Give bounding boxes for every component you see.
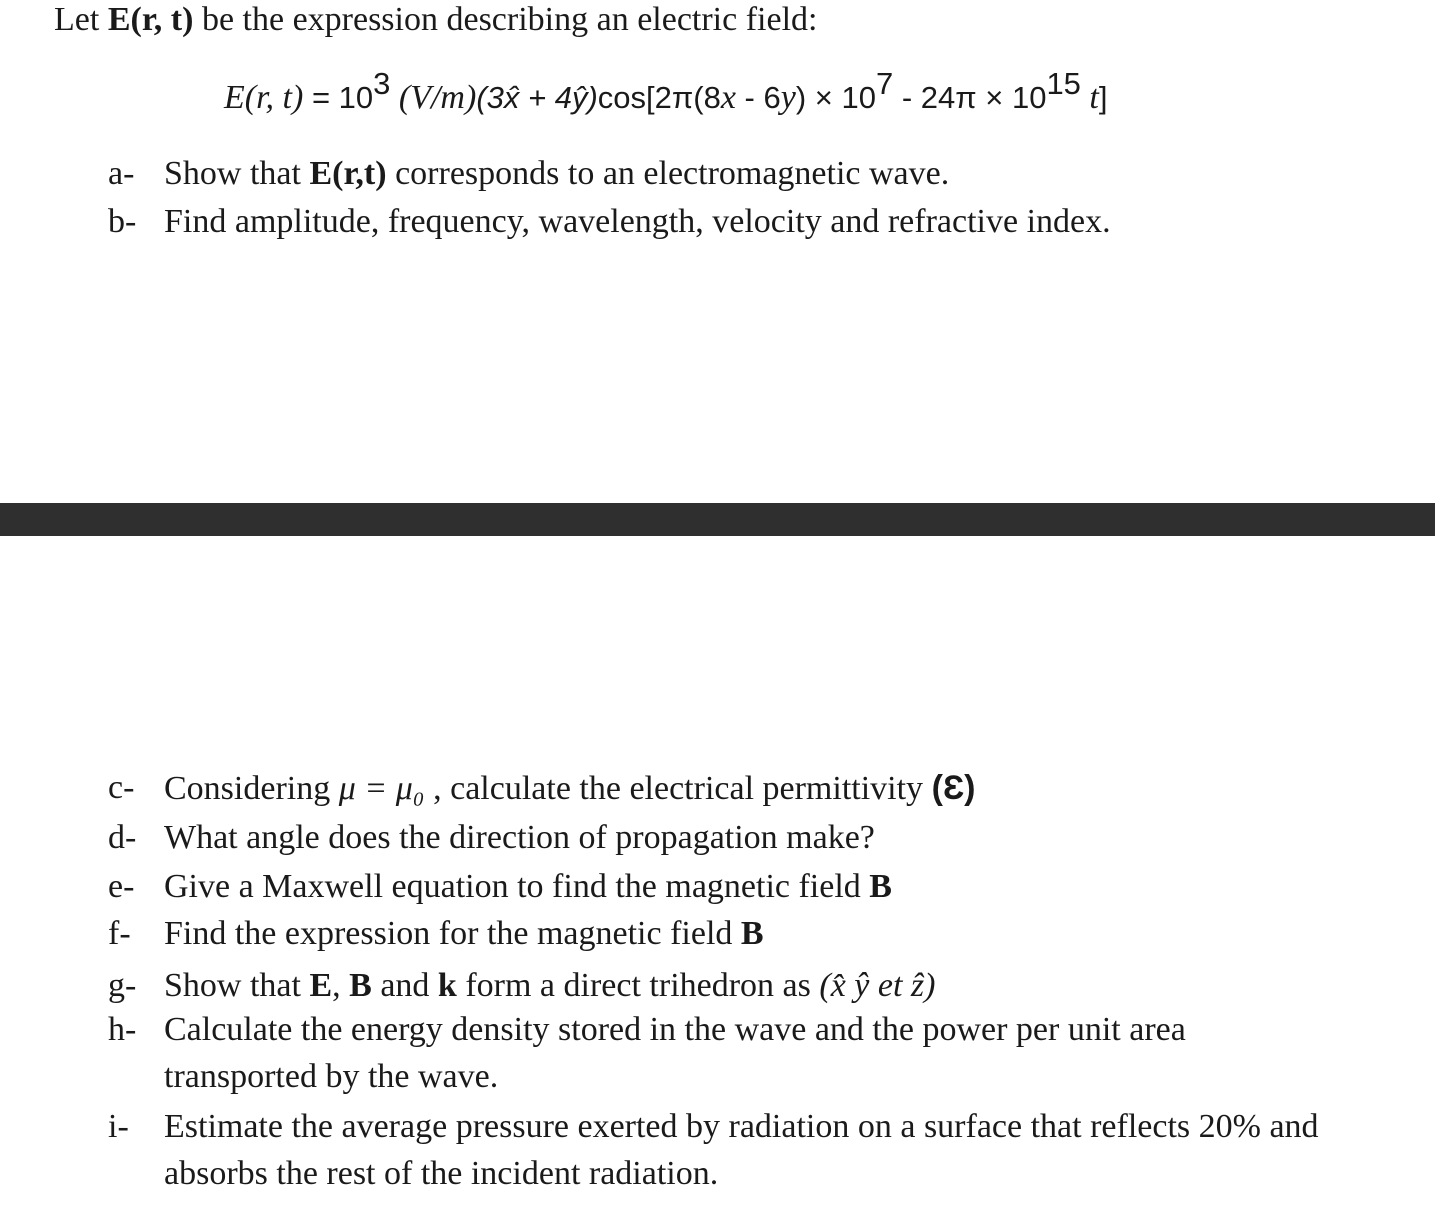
question-label: g-	[108, 967, 137, 1004]
question-text: Considering	[164, 770, 339, 807]
problem-page-top	[0, 0, 1435, 503]
intro-suffix: be the expression describing an electric field:	[193, 1, 818, 38]
question-text: Calculate the energy density stored in the wave and the power per unit area	[164, 1011, 1186, 1048]
question-label: c-	[108, 769, 135, 806]
field-symbol: E(r,t)	[309, 155, 387, 192]
question-label: h-	[108, 1011, 137, 1048]
field-symbol: B	[740, 915, 764, 952]
intro-field-symbol: E(r, t)	[107, 1, 194, 38]
question-text: , calculate the electrical permittivity	[424, 770, 932, 807]
question-text: form a direct trihedron as	[456, 967, 820, 1004]
question-text: and	[371, 967, 438, 1004]
equation-exp3: 15	[1046, 66, 1081, 101]
permittivity-symbol: (Ɛ)	[931, 769, 976, 807]
question-text: corresponds to an electromagnetic wave.	[386, 155, 950, 192]
equation-mid2: - 24π × 10	[893, 80, 1047, 115]
equation-direction-vector: (3x̂ + 4ŷ)	[476, 80, 598, 115]
question-label: a-	[108, 155, 135, 192]
mu-relation: μ = μ₀	[338, 770, 425, 807]
page-separator-bar	[0, 503, 1435, 536]
question-label: e-	[108, 868, 135, 905]
question-text: ,	[332, 967, 350, 1004]
question-label: b-	[108, 203, 137, 240]
question-text: Show that	[164, 155, 310, 192]
equation-end: ]	[1098, 80, 1108, 115]
equation-times1: ) × 10	[795, 80, 876, 115]
question-label: f-	[108, 915, 131, 952]
question-text: Estimate the average pressure exerted by radiation on a surface that reflects 20% and	[164, 1108, 1319, 1145]
problem-page-bottom	[0, 536, 1435, 1216]
equation-t: t	[1080, 79, 1099, 116]
equation-amplitude: = 10	[303, 80, 374, 115]
equation-units: (V/m)	[390, 79, 477, 116]
question-text: Find the expression for the magnetic field	[164, 915, 741, 952]
field-symbol: E	[309, 967, 333, 1004]
electric-field-equation	[224, 66, 1108, 120]
question-text: Find amplitude, frequency, wavelength, velocity and refractive index.	[164, 203, 1111, 240]
question-label: i-	[108, 1108, 129, 1145]
basis-vectors: (x̂ ŷ et ẑ)	[819, 967, 936, 1004]
question-text: absorbs the rest of the incident radiation.	[164, 1155, 719, 1192]
question-text: Show that	[164, 967, 310, 1004]
equation-exp1: 3	[373, 66, 391, 101]
equation-lhs: E(r, t)	[224, 79, 304, 116]
intro-prefix: Let	[54, 1, 108, 38]
equation-cos: cos[2π(8	[597, 80, 721, 115]
field-symbol: k	[437, 967, 457, 1004]
question-text: What angle does the direction of propagation make?	[164, 819, 875, 856]
equation-y: y	[780, 79, 796, 116]
question-text: transported by the wave.	[164, 1058, 499, 1095]
field-symbol: B	[349, 967, 372, 1004]
question-label: d-	[108, 819, 137, 856]
equation-exp2: 7	[875, 66, 894, 101]
intro-line	[54, 0, 817, 40]
field-symbol: B	[869, 868, 892, 905]
equation-mid: - 6	[735, 80, 781, 115]
equation-x: x	[720, 79, 736, 116]
question-text: Give a Maxwell equation to find the magnetic field	[164, 868, 870, 905]
